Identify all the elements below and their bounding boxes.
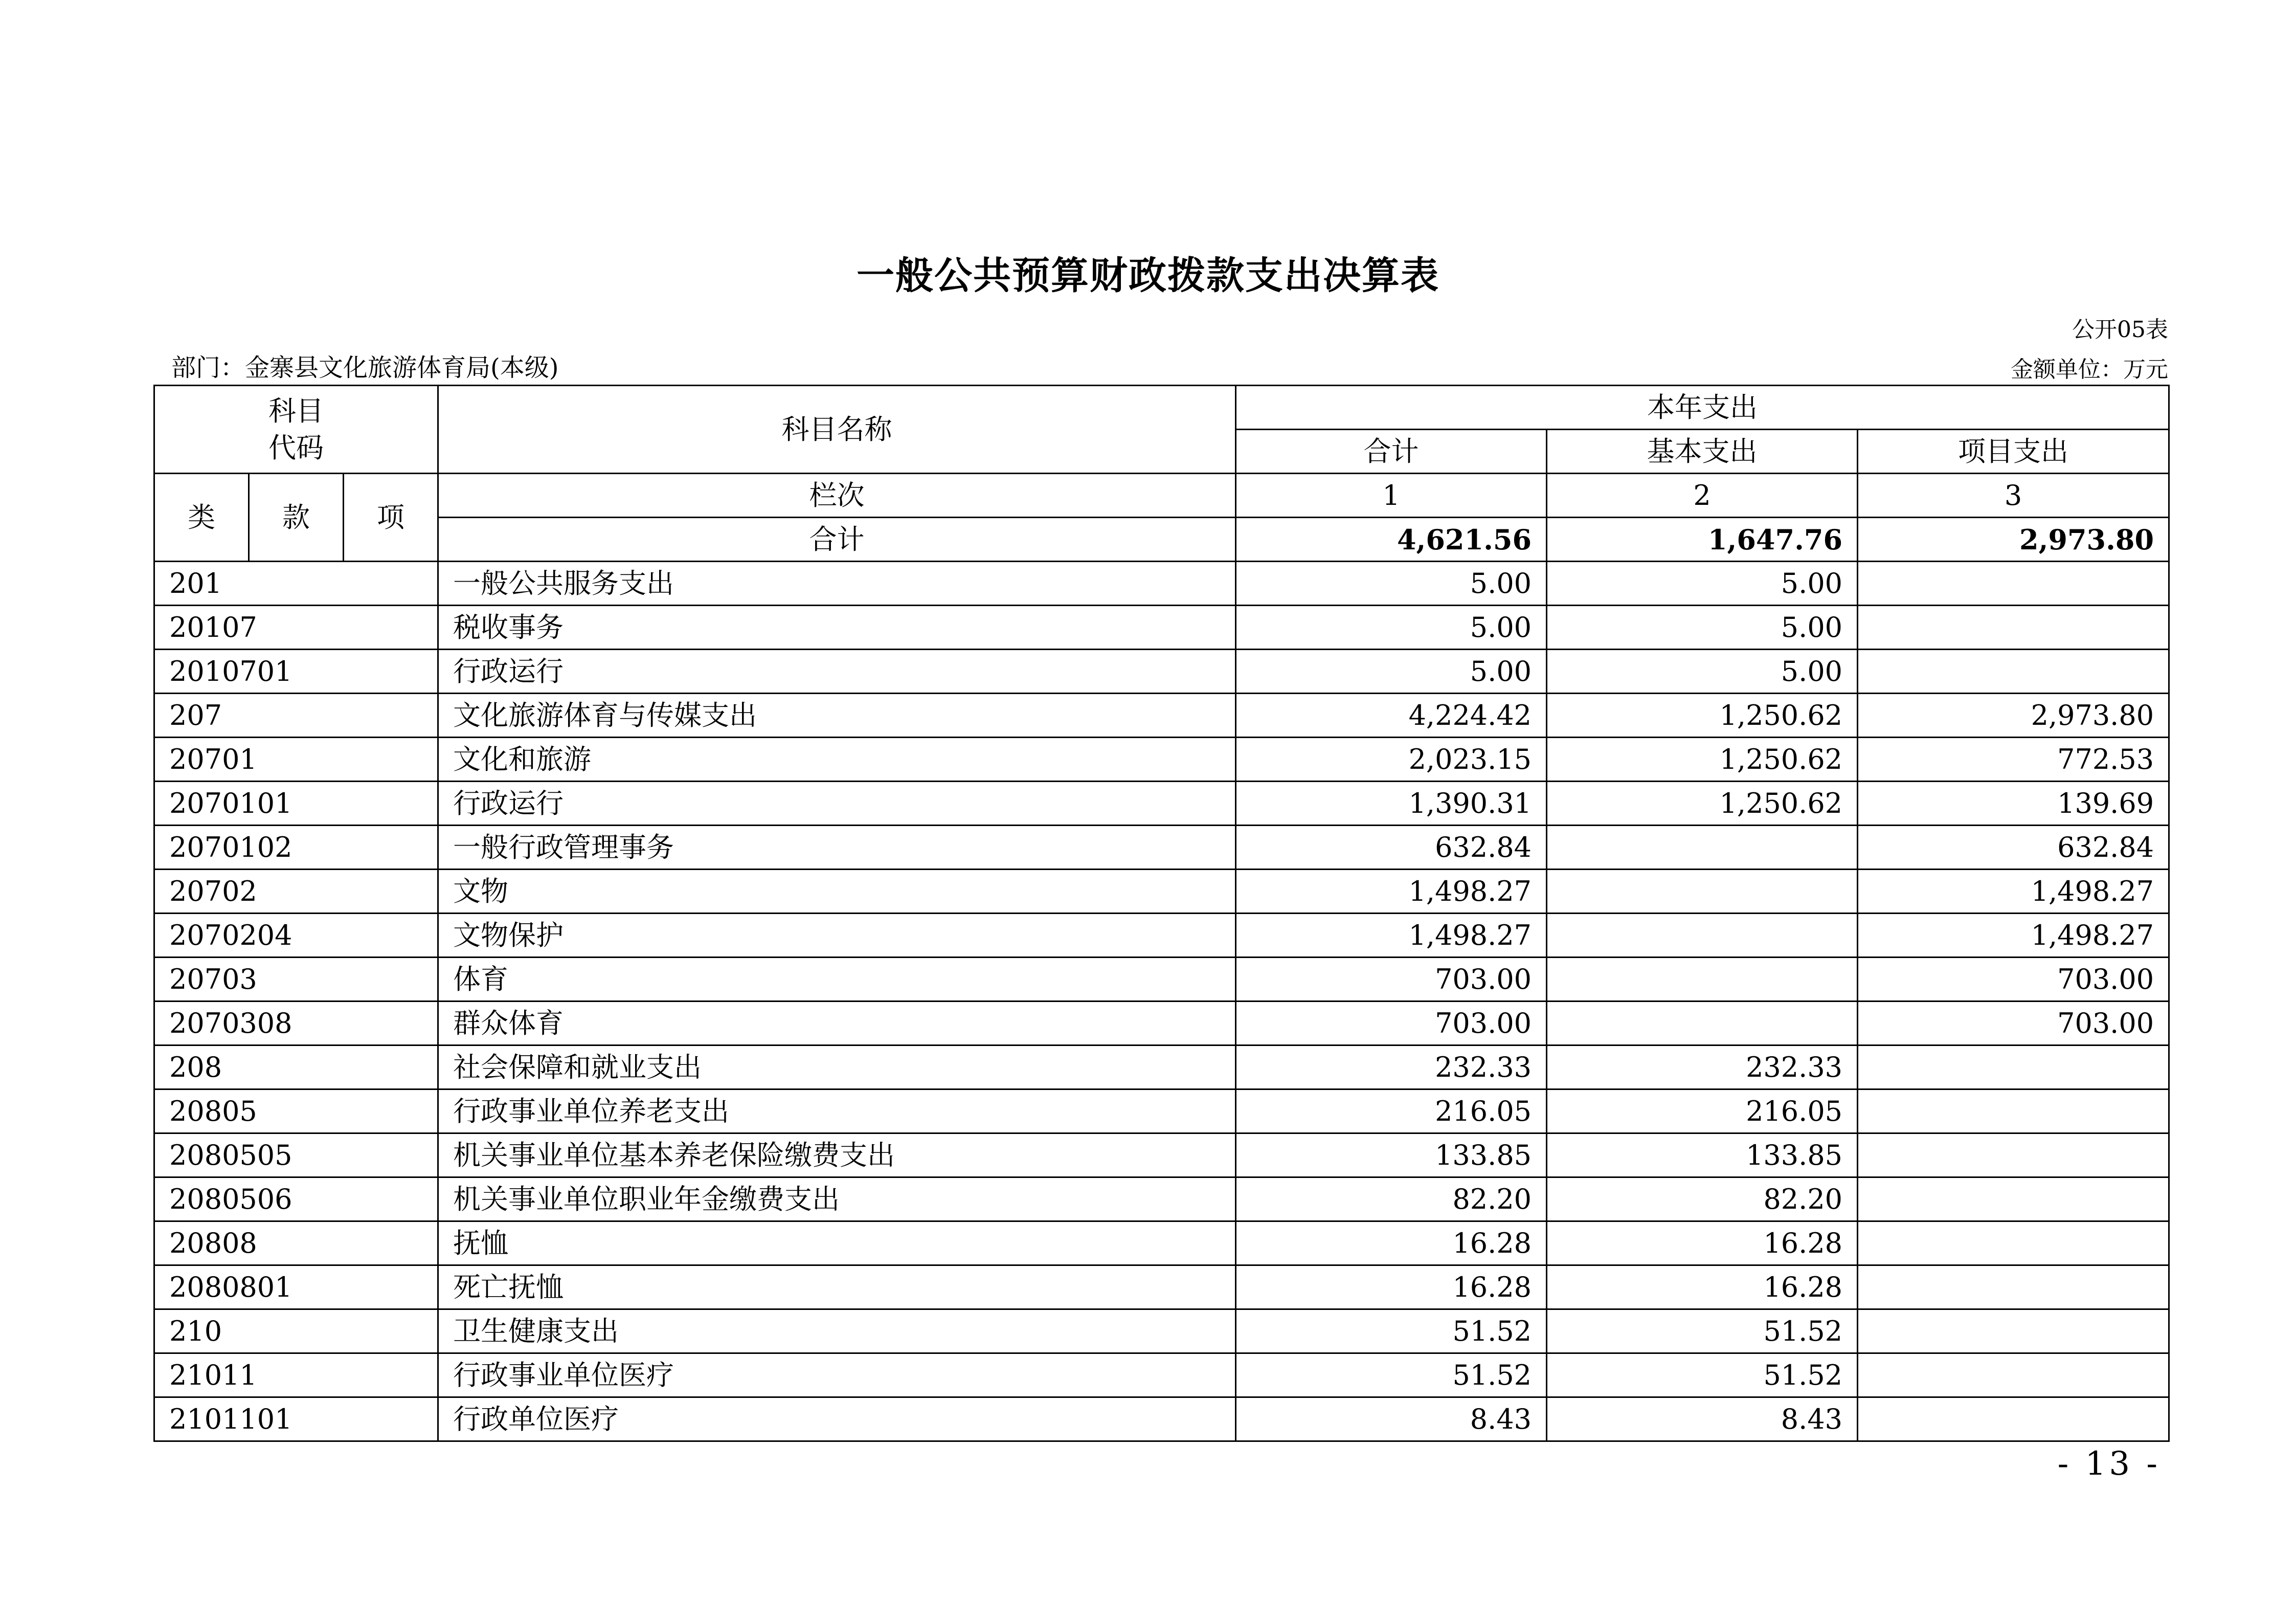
table-row [154, 694, 2169, 738]
row-name: 行政单位医疗 [438, 1397, 1236, 1441]
header-col3: 3 [1858, 474, 2169, 518]
table-row [154, 870, 2169, 914]
row-project [1858, 1265, 2169, 1309]
row-code: 2010701 [154, 650, 438, 694]
row-total: 16.28 [1236, 1221, 1547, 1265]
row-basic [1547, 958, 1858, 1002]
table-row [154, 914, 2169, 958]
row-name: 文物保护 [438, 914, 1236, 958]
row-project [1858, 1397, 2169, 1441]
row-project [1858, 1353, 2169, 1397]
row-project [1858, 562, 2169, 606]
row-name: 税收事务 [438, 606, 1236, 650]
row-basic: 8.43 [1547, 1397, 1858, 1441]
row-code: 2101101 [154, 1397, 438, 1441]
row-name: 文物 [438, 870, 1236, 914]
row-basic [1547, 914, 1858, 958]
row-basic: 216.05 [1547, 1089, 1858, 1133]
table-row [154, 1089, 2169, 1133]
row-basic: 5.00 [1547, 562, 1858, 606]
total-label: 合计 [438, 518, 1236, 562]
row-name: 体育 [438, 958, 1236, 1002]
row-project: 2,973.80 [1858, 694, 2169, 738]
header-row-3 [154, 474, 2169, 518]
row-code: 20701 [154, 738, 438, 782]
table-row [154, 1133, 2169, 1177]
row-total: 216.05 [1236, 1089, 1547, 1133]
table-row [154, 606, 2169, 650]
table-row [154, 1002, 2169, 1045]
row-total: 5.00 [1236, 606, 1547, 650]
table-row [154, 826, 2169, 870]
row-basic: 1,250.62 [1547, 782, 1858, 826]
header-row-1 [154, 386, 2169, 430]
row-code: 20808 [154, 1221, 438, 1265]
row-name: 抚恤 [438, 1221, 1236, 1265]
row-project: 1,498.27 [1858, 914, 2169, 958]
row-project [1858, 1089, 2169, 1133]
header-kuan: 款 [249, 474, 344, 562]
row-total: 232.33 [1236, 1045, 1547, 1089]
expenditure-table [153, 385, 2170, 1442]
row-basic: 82.20 [1547, 1177, 1858, 1221]
row-total: 5.00 [1236, 650, 1547, 694]
row-project: 632.84 [1858, 826, 2169, 870]
row-code: 2080505 [154, 1133, 438, 1177]
row-name: 一般行政管理事务 [438, 826, 1236, 870]
row-code: 2080801 [154, 1265, 438, 1309]
total-basic: 1,647.76 [1547, 518, 1858, 562]
table-row [154, 1309, 2169, 1353]
row-basic [1547, 1002, 1858, 1045]
form-number: 公开05表 [2072, 317, 2168, 343]
header-code-line1: 科目 [268, 394, 324, 427]
row-name: 行政事业单位医疗 [438, 1353, 1236, 1397]
table-row [154, 1353, 2169, 1397]
row-project [1858, 1221, 2169, 1265]
table-row [154, 650, 2169, 694]
header-name: 科目名称 [438, 386, 1236, 474]
row-code: 20805 [154, 1089, 438, 1133]
row-total: 5.00 [1236, 562, 1547, 606]
row-project: 703.00 [1858, 958, 2169, 1002]
row-name: 机关事业单位职业年金缴费支出 [438, 1177, 1236, 1221]
row-name: 群众体育 [438, 1002, 1236, 1045]
row-code: 210 [154, 1309, 438, 1353]
total-project: 2,973.80 [1858, 518, 2169, 562]
row-total: 51.52 [1236, 1309, 1547, 1353]
table-row [154, 1221, 2169, 1265]
row-basic: 16.28 [1547, 1221, 1858, 1265]
row-code: 2070204 [154, 914, 438, 958]
page-title: 一般公共预算财政拨款支出决算表 [857, 254, 1439, 298]
page-number: - 13 - [2057, 1445, 2160, 1483]
table-row [154, 1045, 2169, 1089]
row-name: 行政事业单位养老支出 [438, 1089, 1236, 1133]
row-total: 51.52 [1236, 1353, 1547, 1397]
total-total: 4,621.56 [1236, 518, 1547, 562]
row-total: 1,390.31 [1236, 782, 1547, 826]
row-basic: 51.52 [1547, 1309, 1858, 1353]
row-project [1858, 1045, 2169, 1089]
row-name: 文化旅游体育与传媒支出 [438, 694, 1236, 738]
header-lanci: 栏次 [438, 474, 1236, 518]
row-code: 2070308 [154, 1002, 438, 1045]
row-code: 207 [154, 694, 438, 738]
table-row [154, 1177, 2169, 1221]
row-project: 1,498.27 [1858, 870, 2169, 914]
total-row [154, 518, 2169, 562]
row-basic [1547, 826, 1858, 870]
table-row [154, 1265, 2169, 1309]
row-project [1858, 1309, 2169, 1353]
row-name: 卫生健康支出 [438, 1309, 1236, 1353]
row-name: 死亡抚恤 [438, 1265, 1236, 1309]
header-code [154, 386, 438, 474]
row-total: 4,224.42 [1236, 694, 1547, 738]
row-name: 行政运行 [438, 782, 1236, 826]
row-basic: 133.85 [1547, 1133, 1858, 1177]
table-row [154, 738, 2169, 782]
row-total: 1,498.27 [1236, 914, 1547, 958]
header-project: 项目支出 [1858, 430, 2169, 474]
department-label: 部门：金寨县文化旅游体育局(本级) [171, 353, 559, 382]
row-total: 8.43 [1236, 1397, 1547, 1441]
row-name: 一般公共服务支出 [438, 562, 1236, 606]
row-code: 2070102 [154, 826, 438, 870]
table-row [154, 1397, 2169, 1441]
row-basic: 5.00 [1547, 606, 1858, 650]
row-code: 20703 [154, 958, 438, 1002]
amount-unit-label: 金额单位：万元 [2011, 357, 2168, 383]
row-basic: 232.33 [1547, 1045, 1858, 1089]
row-code: 21011 [154, 1353, 438, 1397]
row-project [1858, 650, 2169, 694]
row-project [1858, 1133, 2169, 1177]
table-row [154, 958, 2169, 1002]
header-total: 合计 [1236, 430, 1547, 474]
table-row [154, 782, 2169, 826]
row-total: 2,023.15 [1236, 738, 1547, 782]
row-basic: 51.52 [1547, 1353, 1858, 1397]
row-total: 133.85 [1236, 1133, 1547, 1177]
row-project: 703.00 [1858, 1002, 2169, 1045]
table-row [154, 562, 2169, 606]
row-basic: 5.00 [1547, 650, 1858, 694]
row-code: 208 [154, 1045, 438, 1089]
row-basic: 1,250.62 [1547, 738, 1858, 782]
header-basic: 基本支出 [1547, 430, 1858, 474]
row-total: 1,498.27 [1236, 870, 1547, 914]
row-name: 文化和旅游 [438, 738, 1236, 782]
row-total: 632.84 [1236, 826, 1547, 870]
header-lei: 类 [154, 474, 249, 562]
row-name: 机关事业单位基本养老保险缴费支出 [438, 1133, 1236, 1177]
row-name: 行政运行 [438, 650, 1236, 694]
row-project [1858, 1177, 2169, 1221]
row-basic: 16.28 [1547, 1265, 1858, 1309]
row-basic: 1,250.62 [1547, 694, 1858, 738]
row-code: 201 [154, 562, 438, 606]
row-basic [1547, 870, 1858, 914]
row-project [1858, 606, 2169, 650]
row-code: 20702 [154, 870, 438, 914]
row-total: 82.20 [1236, 1177, 1547, 1221]
row-total: 703.00 [1236, 958, 1547, 1002]
row-code: 2070101 [154, 782, 438, 826]
row-total: 16.28 [1236, 1265, 1547, 1309]
header-xiang: 项 [344, 474, 438, 562]
header-code-line2: 代码 [268, 431, 324, 464]
row-total: 703.00 [1236, 1002, 1547, 1045]
row-project: 139.69 [1858, 782, 2169, 826]
row-project: 772.53 [1858, 738, 2169, 782]
header-current-year: 本年支出 [1236, 386, 2169, 430]
header-col1: 1 [1236, 474, 1547, 518]
row-name: 社会保障和就业支出 [438, 1045, 1236, 1089]
row-code: 20107 [154, 606, 438, 650]
row-code: 2080506 [154, 1177, 438, 1221]
header-col2: 2 [1547, 474, 1858, 518]
